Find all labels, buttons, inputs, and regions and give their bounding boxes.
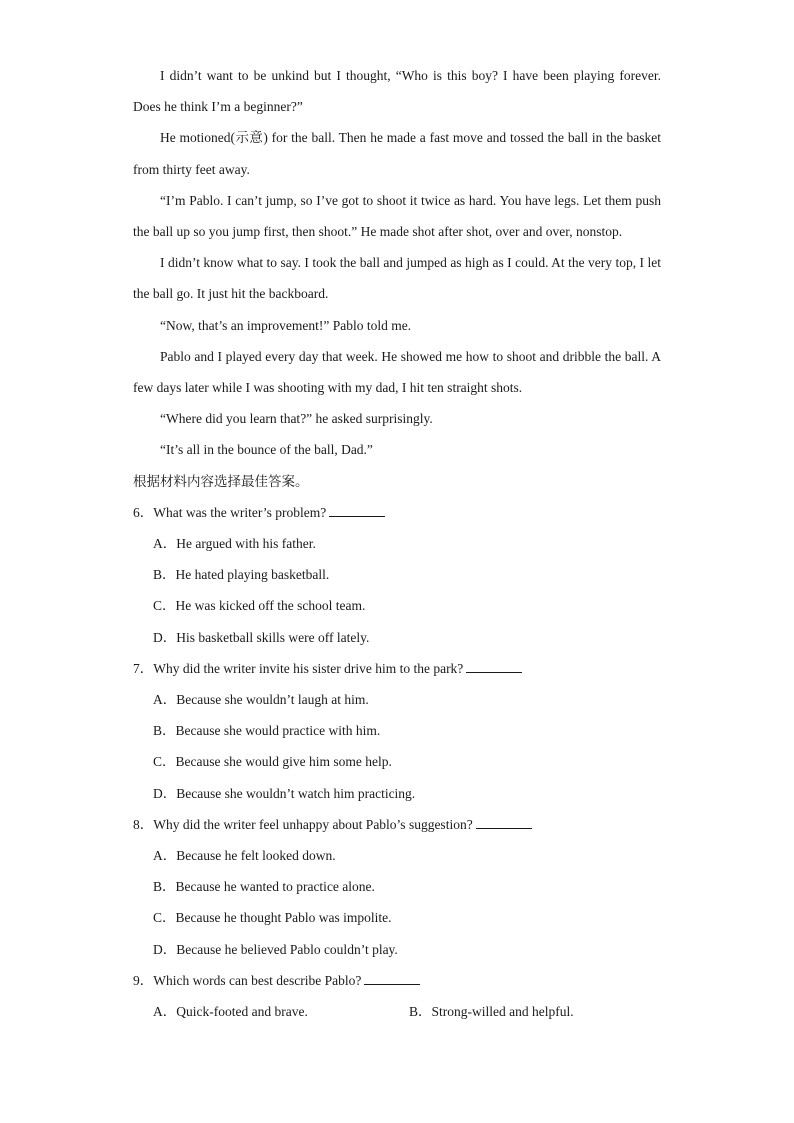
- option-b: B．Because she would practice with him.: [153, 723, 381, 739]
- question-6: [133, 497, 661, 653]
- passage-paragraph-8: “It’s all in the bounce of the ball, Dad.”: [160, 442, 373, 458]
- passage-paragraph-6: Pablo and I played every day that week. He showed me how to shoot and dribble the ball. A few days later while I was shooting with my dad, I hit ten straight shots.: [133, 348, 661, 396]
- option-b: B．Strong-willed and helpful.: [409, 1004, 574, 1020]
- option-c: C．He was kicked off the school team.: [153, 598, 366, 614]
- option-a: A．He argued with his father.: [153, 536, 316, 552]
- passage-paragraph-2: He motioned(示意) for the ball. Then he made a fast move and tossed the ball in the basket from thirty feet away.: [133, 130, 661, 177]
- question-stem: 9．Which words can best describe Pablo?: [133, 965, 661, 996]
- passage-paragraph-3: “I’m Pablo. I can’t jump, so I’ve got to shoot it twice as hard. You have legs. Let them push the ball up so you jump first, then shoot.” He made shot after shot, over and over, nonstop.: [133, 192, 661, 240]
- option-c: C．Because he thought Pablo was impolite.: [153, 910, 392, 926]
- answer-blank[interactable]: [364, 972, 420, 985]
- answer-blank[interactable]: [466, 660, 522, 673]
- option-b: B．He hated playing basketball.: [153, 567, 330, 583]
- question-8: [133, 809, 661, 965]
- answer-blank[interactable]: [329, 504, 385, 517]
- passage-paragraph-5: “Now, that’s an improvement!” Pablo told me.: [160, 317, 412, 333]
- passage-paragraph-4: I didn’t know what to say. I took the ball and jumped as high as I could. At the very top, I let the ball go. It just hit the backboard.: [133, 255, 661, 302]
- passage-paragraph-7: “Where did you learn that?” he asked surprisingly.: [160, 411, 433, 427]
- option-a: A．Because he felt looked down.: [153, 848, 336, 864]
- option-d: D．His basketball skills were off lately.: [153, 629, 370, 645]
- option-d: D．Because he believed Pablo couldn’t play.: [153, 941, 398, 957]
- question-7: [133, 653, 661, 809]
- option-d: D．Because she wouldn’t watch him practicing.: [153, 785, 416, 801]
- question-stem: 8．Why did the writer feel unhappy about Pablo’s suggestion?: [133, 809, 661, 840]
- option-c: C．Because she would give him some help.: [153, 754, 392, 770]
- option-a: A．Quick-footed and brave.: [153, 1004, 308, 1020]
- passage-paragraph-1: I didn’t want to be unkind but I thought, “Who is this boy? I have been playing forever. Does he think I’m a beginner?”: [133, 68, 661, 115]
- question-9: [133, 965, 661, 1027]
- answer-blank[interactable]: [476, 816, 532, 829]
- document-page: [133, 60, 661, 1027]
- instruction-text: 根据材料内容选择最佳答案。: [133, 473, 309, 489]
- option-b: B．Because he wanted to practice alone.: [153, 879, 375, 895]
- option-row: [133, 996, 661, 1027]
- question-stem: 6．What was the writer’s problem?: [133, 497, 661, 528]
- option-a: A．Because she wouldn’t laugh at him.: [153, 692, 369, 708]
- question-stem: 7．Why did the writer invite his sister drive him to the park?: [133, 653, 661, 684]
